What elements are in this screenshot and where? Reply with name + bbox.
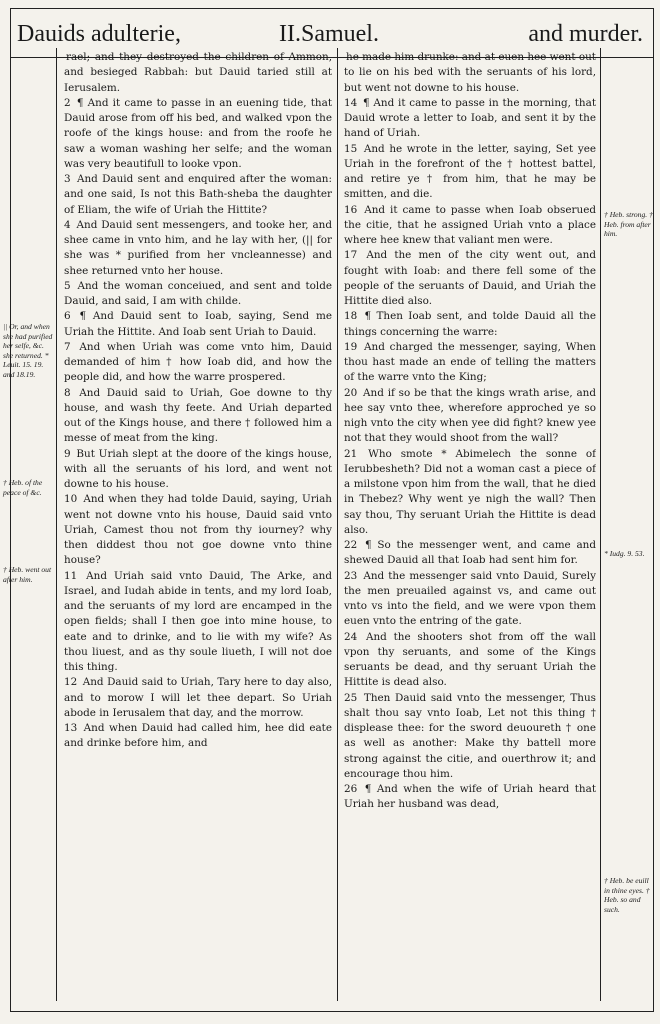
verse-number: 20 <box>344 386 358 399</box>
verse-number: 25 <box>344 691 358 704</box>
margin-note-right: † Heb. be euill in thine eyes. † Heb. so and such. <box>604 876 650 914</box>
verse-paragraph <box>64 721 332 752</box>
verse-number: 3 <box>64 173 71 185</box>
verse-text: And Uriah said vnto Dauid, The Arke, and Israel, and Iudah abide in tents, and my lord Ioab, and the seruants of my lord are encamped in the open fields; shall I then goe into mine house, to eate and to drinke, and to lie with my wife? As thou liuest, and as thy soule liueth, I will not doe this thing. <box>64 569 332 673</box>
verse-number: 24 <box>344 630 358 643</box>
verse-text: Then Dauid said vnto the messenger, Thus shalt thou say vnto Ioab, Let not this thing † displease thee: for the sword deuoureth † one as well as another: Make thy battell more strong against the citie, and ouerthrow it; and encourage thou him. <box>344 691 596 780</box>
verse-number: 9 <box>64 447 71 460</box>
verse-text: And when Dauid had called him, hee did eate and drinke before him, and <box>64 722 332 750</box>
verse-text: And the shooters shot from off the wall vpon thy seruants, and some of the Kings seruants be dead, and thy seruant Uriah the Hittite is dead also. <box>344 630 596 689</box>
verse-paragraph <box>344 248 596 309</box>
verse-paragraph <box>344 203 596 249</box>
column-rule-center <box>337 48 338 1001</box>
verse-paragraph <box>64 309 332 340</box>
verse-number: 10 <box>64 493 78 506</box>
verse-text: ¶ Then Ioab sent, and tolde Dauid all the things concerning the warre: <box>344 310 596 338</box>
verse-number: 12 <box>64 676 78 689</box>
verse-text: And the woman conceiued, and sent and tolde Dauid, and said, I am with childe. <box>64 279 332 307</box>
verse-paragraph <box>64 172 332 218</box>
verse-number: 8 <box>64 386 71 399</box>
verse-paragraph <box>344 569 596 630</box>
verse-text: And the messenger said vnto Dauid, Surely the men preuailed against vs, and came out vnto vs into the field, and we were vpon them euen vnto the entring of the gate. <box>344 569 596 628</box>
verse-text: Who smote * Abimelech the sonne of Ierubbesheth? Did not a woman cast a piece of a milstone vpon him from the wall, that he died in Thebez? Why went ye nigh the wall? Then say thou, Thy seruant Uriah the Hittite is dead also. <box>344 447 596 536</box>
verse-text: ¶ So the messenger went, and came and shewed Dauid all that Ioab had sent him for. <box>344 539 596 567</box>
verse-number: 23 <box>344 569 358 582</box>
verse-number: 16 <box>344 203 358 216</box>
margin-note-left: † Heb. of the peace of &c. <box>3 478 43 497</box>
verse-paragraph <box>344 447 596 539</box>
verse-paragraph <box>344 691 596 783</box>
verse-text: ¶ And it came to passe in an euening tide, that Dauid arose from off his bed, and walked vpon the roofe of the kings house: and from the roofe he saw a woman washing her selfe; and the woman was very beautifull to looke vpon. <box>64 96 332 170</box>
verse-text: And he wrote in the letter, saying, Set yee Uriah in the forefront of the † hottest battel, and retire ye † from him, that he may be smitten, and die. <box>344 142 596 201</box>
verse-number: 26 <box>344 783 358 795</box>
running-head-book: II.Samuel. <box>279 21 379 47</box>
verse-number: 18 <box>344 310 358 323</box>
verse-text: And the men of the city went out, and fought with Ioab: and there fell some of the people of the seruants of Dauid, and Uriah the Hittite died also. <box>344 249 596 307</box>
verse-number: 13 <box>64 722 78 734</box>
verse-paragraph <box>64 96 332 172</box>
verse-number: 5 <box>64 279 71 292</box>
verse-text: But Uriah slept at the doore of the kings house, with all the seruants of his lord, and went not downe to his house. <box>64 447 332 490</box>
verse-text: And Dauid sent messengers, and tooke her, and shee came in vnto him, and he lay with her, (|| for she was * purified from her vncleannesse) and shee returned vnto her house. <box>64 218 332 277</box>
verse-paragraph <box>344 96 596 142</box>
verse-number: 14 <box>344 96 358 109</box>
verse-paragraph <box>344 386 596 447</box>
verse-text: And if so be that the kings wrath arise, and hee say vnto thee, wherefore approched ye so nigh vnto the city when yee did fight? knew yee not that they would shoot from the wall? <box>344 386 596 445</box>
margin-note-right: * Iudg. 9. 53. <box>604 549 645 558</box>
verse-number: 2 <box>64 96 71 109</box>
verse-text: And when Uriah was come vnto him, Dauid demanded of him † how Ioab did, and how the people did, and how the warre prospered. <box>64 340 332 384</box>
verse-paragraph <box>344 782 596 813</box>
verse-paragraph <box>64 447 332 493</box>
verse-number: 22 <box>344 539 358 551</box>
verse-text: rael; and they destroyed the children of Ammon, and besieged Rabbah: but Dauid taried still at Ierusalem. <box>64 51 332 94</box>
verse-number: 4 <box>64 218 71 231</box>
verse-paragraph <box>64 218 332 279</box>
verse-number: 11 <box>64 569 78 582</box>
text-column-left <box>64 50 332 1000</box>
verse-number: 15 <box>344 142 358 155</box>
verse-text: And Dauid said to Uriah, Tary here to day also, and to morow I will let thee depart. So Uriah abode in Ierusalem that day, and the morrow. <box>64 676 332 719</box>
verse-paragraph <box>344 309 596 340</box>
verse-paragraph <box>344 340 596 386</box>
verse-paragraph <box>64 50 332 96</box>
margin-note-left: || Or, and when she had purified her selfe, &c. she returned. * Leuit. 15. 19. and 18.19. <box>3 322 53 379</box>
verse-paragraph <box>64 492 332 568</box>
verse-paragraph <box>64 279 332 310</box>
verse-number: 17 <box>344 249 358 262</box>
verse-paragraph <box>64 340 332 386</box>
verse-paragraph <box>64 386 332 447</box>
margin-note-left: † Heb. went out after him. <box>3 565 52 584</box>
verse-text: he made him drunke: and at euen hee went out to lie on his bed with the seruants of his lord, but went not downe to his house. <box>344 51 596 94</box>
verse-number: 21 <box>344 447 358 460</box>
verse-text: And charged the messenger, saying, When thou hast made an ende of telling the matters of the warre vnto the King; <box>344 340 596 384</box>
verse-text: And Dauid sent and enquired after the woman: and one said, Is not this Bath-sheba the daughter of Eliam, the wife of Uriah the Hittite? <box>64 173 332 216</box>
text-column-right <box>344 50 596 1000</box>
verse-paragraph <box>344 142 596 203</box>
running-head-right: and murder. <box>528 21 643 47</box>
verse-number: 6 <box>64 310 71 323</box>
verse-text: And Dauid said to Uriah, Goe downe to thy house, and wash thy feete. And Uriah departed out of the Kings house, and there † followed him a messe of meat from the king. <box>64 386 332 445</box>
column-rule-left <box>56 48 57 1001</box>
verse-text: ¶ And Dauid sent to Ioab, saying, Send me Uriah the Hittite. And Ioab sent Uriah to Dauid. <box>64 310 332 338</box>
margin-note-right: † Heb. strong. † Heb. from after him. <box>604 210 653 238</box>
verse-text: ¶ And it came to passe in the morning, that Dauid wrote a letter to Ioab, and sent it by the hand of Uriah. <box>344 96 596 140</box>
verse-number: 19 <box>344 340 358 353</box>
verse-paragraph <box>344 538 596 569</box>
verse-paragraph <box>344 630 596 691</box>
verse-text: ¶ And when the wife of Uriah heard that Uriah her husband was dead, <box>344 783 596 811</box>
verse-paragraph <box>64 569 332 676</box>
running-head-left: Dauids adulterie, <box>17 21 181 47</box>
verse-text: And when they had tolde Dauid, saying, Uriah went not downe vnto his house, Dauid said vnto Uriah, Camest thou not from thy iourney? why then diddest thou not goe downe vnto thine house? <box>64 493 332 567</box>
column-rule-right <box>600 48 601 1001</box>
verse-paragraph <box>344 50 596 96</box>
verse-paragraph <box>64 675 332 721</box>
verse-text: And it came to passe when Ioab obserued the citie, that he assigned Uriah vnto a place where hee knew that valiant men were. <box>344 203 596 246</box>
verse-number: 7 <box>64 340 71 353</box>
